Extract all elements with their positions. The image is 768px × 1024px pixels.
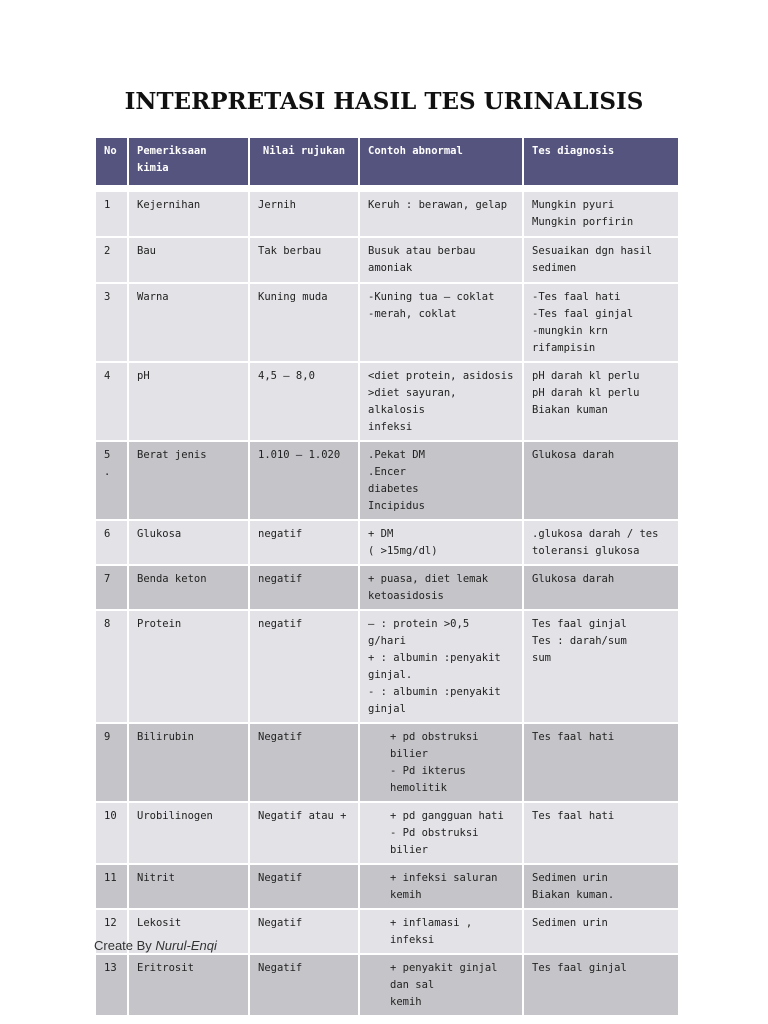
cell-abnormal: .Pekat DM .Encer diabetes Incipidus bbox=[359, 441, 523, 520]
cell-no: 8 bbox=[95, 610, 128, 723]
cell-test: Berat jenis bbox=[128, 441, 249, 520]
cell-no: 10 bbox=[95, 802, 128, 864]
header-test: Pemeriksaan kimia bbox=[128, 137, 249, 186]
table-row bbox=[95, 954, 679, 1016]
cell-abnormal: + inflamasi , infeksi bbox=[359, 909, 523, 954]
cell-reference: Negatif bbox=[249, 864, 359, 909]
cell-diagnosis: -Tes faal hati -Tes faal ginjal -mungkin krn rifampisin bbox=[523, 283, 679, 362]
cell-test: Kejernihan bbox=[128, 191, 249, 237]
cell-no: 4 bbox=[95, 362, 128, 441]
cell-test: Eritrosit bbox=[128, 954, 249, 1016]
cell-diagnosis: Tes faal hati bbox=[523, 802, 679, 864]
cell-reference: negatif bbox=[249, 610, 359, 723]
footer-author: Nurul-Enqi bbox=[155, 938, 217, 953]
cell-test: Nitrit bbox=[128, 864, 249, 909]
cell-no: 5 . bbox=[95, 441, 128, 520]
cell-reference: negatif bbox=[249, 565, 359, 610]
cell-test: Bau bbox=[128, 237, 249, 283]
table-row bbox=[95, 723, 679, 802]
cell-diagnosis: Tes faal hati bbox=[523, 723, 679, 802]
cell-diagnosis: Sedimen urin bbox=[523, 909, 679, 954]
cell-diagnosis: Mungkin pyuri Mungkin porfirin bbox=[523, 191, 679, 237]
cell-no: 7 bbox=[95, 565, 128, 610]
table-row bbox=[95, 610, 679, 723]
table-row bbox=[95, 565, 679, 610]
cell-test: Warna bbox=[128, 283, 249, 362]
cell-abnormal: + puasa, diet lemak ketoasidosis bbox=[359, 565, 523, 610]
cell-diagnosis: pH darah kl perlu pH darah kl perlu Biakan kuman bbox=[523, 362, 679, 441]
cell-reference: Tak berbau bbox=[249, 237, 359, 283]
footer-credit bbox=[94, 938, 217, 953]
document-title: INTERPRETASI HASIL TES URINALISIS bbox=[124, 88, 644, 115]
cell-diagnosis: Glukosa darah bbox=[523, 441, 679, 520]
cell-test: Bilirubin bbox=[128, 723, 249, 802]
cell-no: 3 bbox=[95, 283, 128, 362]
table-row bbox=[95, 520, 679, 565]
cell-test: Protein bbox=[128, 610, 249, 723]
cell-abnormal: + penyakit ginjal dan sal kemih bbox=[359, 954, 523, 1016]
cell-no: 12 bbox=[95, 909, 128, 954]
cell-test: Benda keton bbox=[128, 565, 249, 610]
table-row bbox=[95, 441, 679, 520]
cell-abnormal: + pd obstruksi bilier - Pd ikterus hemolitik bbox=[359, 723, 523, 802]
cell-diagnosis: Tes faal ginjal bbox=[523, 954, 679, 1016]
cell-diagnosis: Sedimen urin Biakan kuman. bbox=[523, 864, 679, 909]
cell-no: 9 bbox=[95, 723, 128, 802]
cell-diagnosis: Glukosa darah bbox=[523, 565, 679, 610]
header-no: No bbox=[95, 137, 128, 186]
cell-diagnosis: .glukosa darah / tes toleransi glukosa bbox=[523, 520, 679, 565]
cell-no: 2 bbox=[95, 237, 128, 283]
cell-diagnosis: Tes faal ginjal Tes : darah/sum sum bbox=[523, 610, 679, 723]
header-diagnosis: Tes diagnosis bbox=[523, 137, 679, 186]
cell-no: 1 bbox=[95, 191, 128, 237]
cell-no: 13 bbox=[95, 954, 128, 1016]
cell-abnormal: + pd gangguan hati - Pd obstruksi bilier bbox=[359, 802, 523, 864]
cell-no: 6 bbox=[95, 520, 128, 565]
table-row bbox=[95, 864, 679, 909]
cell-abnormal: + DM ( >15mg/dl) bbox=[359, 520, 523, 565]
cell-test: Lekosit bbox=[128, 909, 249, 954]
cell-reference: Negatif bbox=[249, 954, 359, 1016]
cell-abnormal: <diet protein, asidosis >diet sayuran, alkalosis infeksi bbox=[359, 362, 523, 441]
cell-reference: 4,5 – 8,0 bbox=[249, 362, 359, 441]
cell-abnormal: Busuk atau berbau amoniak bbox=[359, 237, 523, 283]
header-reference: Nilai rujukan bbox=[249, 137, 359, 186]
cell-test: pH bbox=[128, 362, 249, 441]
cell-reference: Negatif atau + bbox=[249, 802, 359, 864]
footer-prefix: Create By bbox=[94, 938, 156, 953]
cell-reference: Negatif bbox=[249, 909, 359, 954]
cell-reference: 1.010 – 1.020 bbox=[249, 441, 359, 520]
cell-abnormal: -Kuning tua – coklat -merah, coklat bbox=[359, 283, 523, 362]
cell-test: Urobilinogen bbox=[128, 802, 249, 864]
cell-no: 11 bbox=[95, 864, 128, 909]
cell-diagnosis: Sesuaikan dgn hasil sedimen bbox=[523, 237, 679, 283]
table-row bbox=[95, 191, 679, 237]
table-header-row bbox=[95, 137, 679, 186]
table-row bbox=[95, 362, 679, 441]
header-abnormal: Contoh abnormal bbox=[359, 137, 523, 186]
cell-reference: Jernih bbox=[249, 191, 359, 237]
cell-test: Glukosa bbox=[128, 520, 249, 565]
table-row bbox=[95, 237, 679, 283]
cell-reference: negatif bbox=[249, 520, 359, 565]
table-row bbox=[95, 283, 679, 362]
cell-abnormal: Keruh : berawan, gelap bbox=[359, 191, 523, 237]
cell-reference: Negatif bbox=[249, 723, 359, 802]
cell-abnormal: – : protein >0,5 g/hari + : albumin :penyakit ginjal. - : albumin :penyakit ginjal bbox=[359, 610, 523, 723]
urinalysis-table bbox=[94, 136, 680, 1017]
cell-abnormal: + infeksi saluran kemih bbox=[359, 864, 523, 909]
table-row bbox=[95, 802, 679, 864]
cell-reference: Kuning muda bbox=[249, 283, 359, 362]
